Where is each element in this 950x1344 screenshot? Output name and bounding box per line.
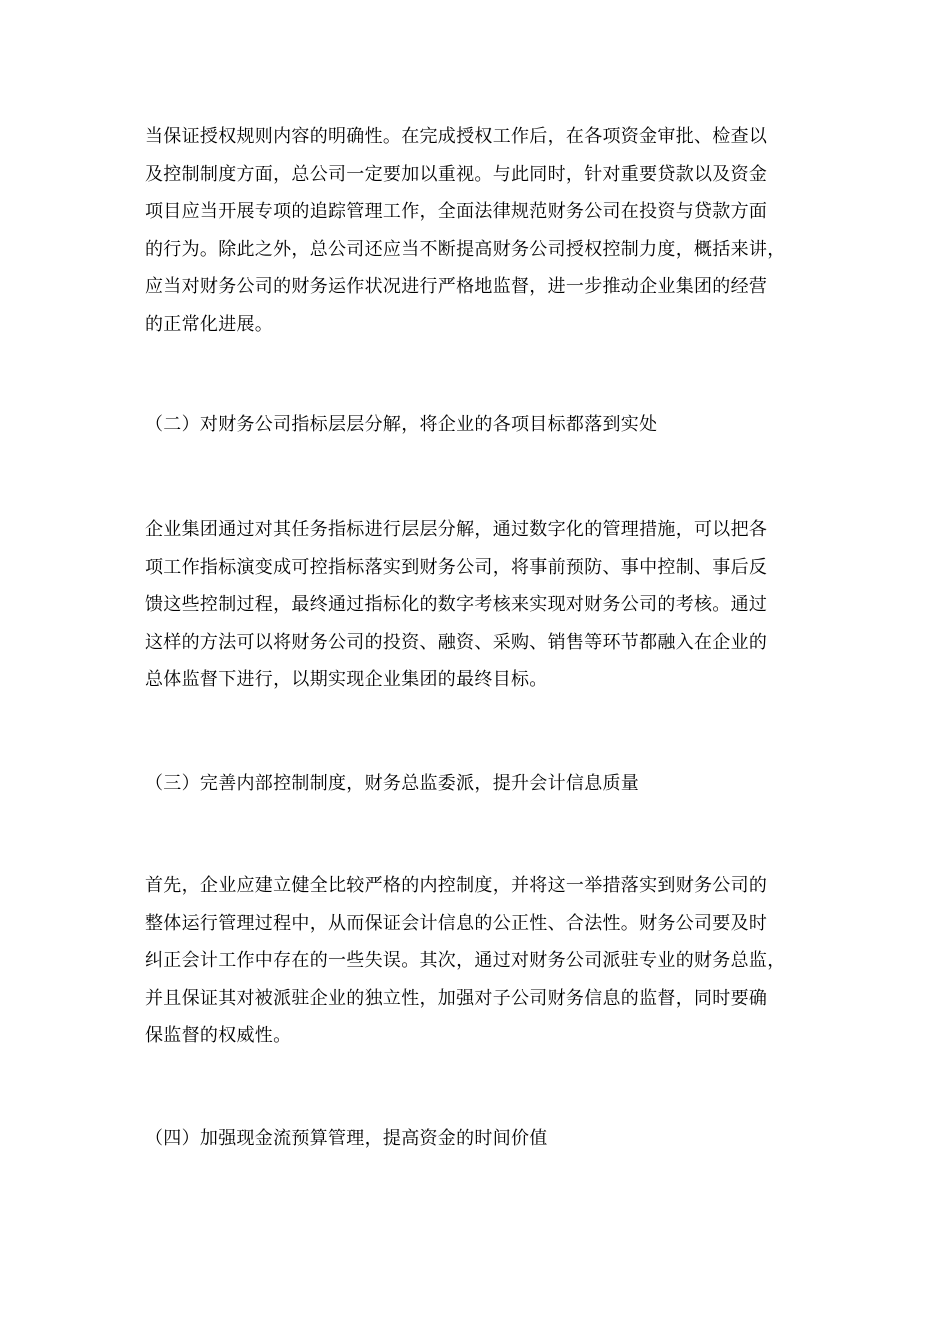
text-line: 的行为。除此之外，总公司还应当不断提高财务公司授权控制力度，概括来讲， — [145, 238, 786, 260]
text-line: 纠正会计工作中存在的一些失误。其次，通过对财务公司派驻专业的财务总监， — [145, 950, 786, 971]
text-line: 及控制制度方面，总公司一定要加以重视。与此同时，针对重要贷款以及资金 — [145, 163, 768, 185]
text-line: 当保证授权规则内容的明确性。在完成授权工作后，在各项资金审批、检查以 — [145, 126, 768, 147]
text-line: 馈这些控制过程，最终通过指标化的数字考核来实现对财务公司的考核。通过 — [145, 594, 768, 615]
section-heading-3: （三）完善内部控制制度，财务总监委派，提升会计信息质量 — [145, 773, 640, 794]
text-line: 项目应当开展专项的追踪管理工作，全面法律规范财务公司在投资与贷款方面 — [145, 201, 768, 222]
text-line: 总体监督下进行，以期实现企业集团的最终目标。 — [145, 669, 548, 690]
text-line: 应当对财务公司的财务运作状况进行严格地监督，进一步推动企业集团的经营 — [145, 276, 768, 297]
text-line: 保监督的权威性。 — [145, 1025, 292, 1046]
section-heading-4: （四）加强现金流预算管理，提高资金的时间价值 — [145, 1128, 548, 1149]
text-line: 整体运行管理过程中，从而保证会计信息的公正性、合法性。财务公司要及时 — [145, 912, 768, 934]
paragraph-authorization-control — [145, 118, 815, 343]
text-line: 项工作指标演变成可控指标落实到财务公司，将事前预防、事中控制、事后反 — [145, 556, 768, 578]
text-line: 并且保证其对被派驻企业的独立性，加强对子公司财务信息的监督，同时要确 — [145, 987, 768, 1009]
paragraph-indicator-decomposition — [145, 511, 815, 699]
paragraph-internal-control — [145, 867, 815, 1055]
text-line: 首先，企业应建立健全比较严格的内控制度，并将这一举措落实到财务公司的 — [145, 875, 768, 896]
text-line: 企业集团通过对其任务指标进行层层分解，通过数字化的管理措施，可以把各 — [145, 519, 768, 540]
text-line: 的正常化进展。 — [145, 313, 274, 335]
section-heading-2: （二）对财务公司指标层层分解，将企业的各项目标都落到实处 — [145, 414, 658, 435]
text-line: 这样的方法可以将财务公司的投资、融资、采购、销售等环节都融入在企业的 — [145, 631, 768, 653]
